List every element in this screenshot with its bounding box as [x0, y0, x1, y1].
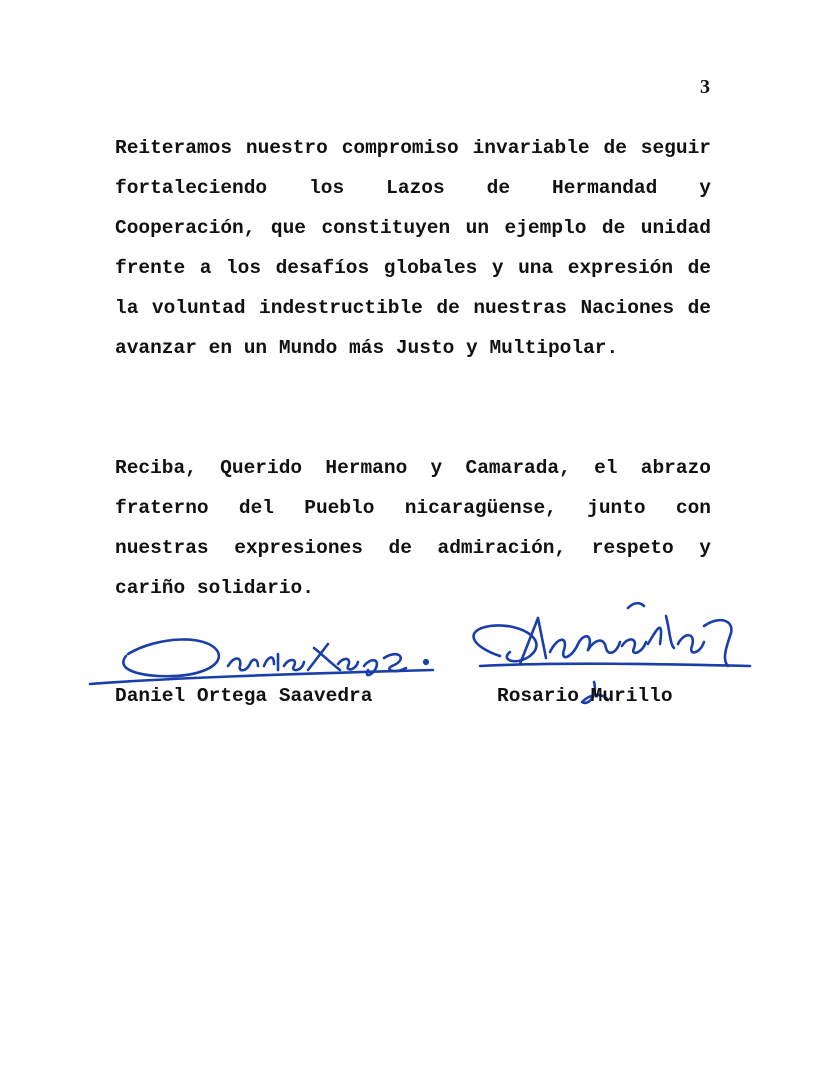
signatory-name-daniel-ortega: Daniel Ortega Saavedra	[115, 685, 373, 707]
paragraph-commitment: Reiteramos nuestro compromiso invariable de seguir fortaleciendo los Lazos de Hermandad y Cooperación, que constituyen un ejemplo de unidad frente a los desafíos globales y una expresión de la voluntad indestructible de nuestras Naciones de avanzar en un Mundo más Justo y Multipolar.	[115, 137, 711, 359]
page-number: 3	[700, 76, 710, 98]
paragraph-greeting: Reciba, Querido Hermano y Camarada, el abrazo fraterno del Pueblo nicaragüense, junto con nuestras expresiones de admiración, respeto y cariño solidario.	[115, 457, 711, 599]
signatory-name-rosario-murillo: Rosario Murillo	[497, 685, 673, 707]
